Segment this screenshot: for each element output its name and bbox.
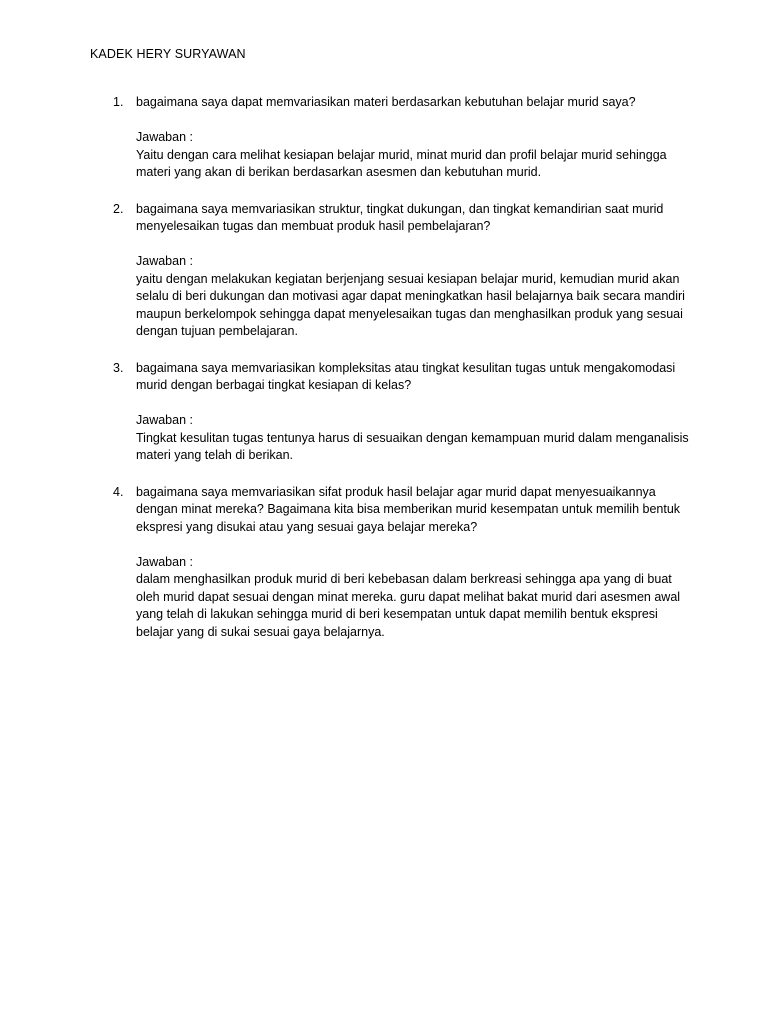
question-list bbox=[113, 94, 693, 660]
question-text: bagaimana saya memvariasikan struktur, tingkat dukungan, dan tingkat kemandirian saat murid menyelesaikan tugas dan membuat produk hasil pembelajaran? bbox=[136, 201, 664, 233]
answer-text: Yaitu dengan cara melihat kesiapan belajar murid, minat murid dan profil belajar murid sehingga materi yang akan di berikan berdasarkan asesmen dan kebutuhan murid. bbox=[136, 147, 667, 179]
question-item-3 bbox=[113, 360, 693, 465]
question-item-4 bbox=[113, 484, 693, 642]
author-name: KADEK HERY SURYAWAN bbox=[90, 47, 246, 61]
question-number: 1. bbox=[113, 95, 124, 109]
answer-text: Tingkat kesulitan tugas tentunya harus di sesuaikan dengan kemampuan murid dalam menganalisis materi yang telah di berikan. bbox=[136, 430, 689, 462]
answer-label: Jawaban : bbox=[136, 413, 193, 427]
question-number: 2. bbox=[113, 201, 124, 216]
question-number: 4. bbox=[113, 484, 124, 499]
question-text: bagaimana saya memvariasikan sifat produk hasil belajar agar murid dapat menyesuaikannya dengan minat mereka? Bagaimana kita bisa memberikan murid kesempatan untuk memilih bentuk ekspresi yang disukai atau yang sesuai gaya belajar mereka? bbox=[136, 484, 681, 534]
question-text: bagaimana saya dapat memvariasikan materi berdasarkan kebutuhan belajar murid saya? bbox=[136, 95, 636, 109]
answer-text: dalam menghasilkan produk murid di beri kebebasan dalam berkreasi sehingga apa yang di buat oleh murid dapat sesuai dengan minat mereka. guru dapat melihat bakat murid dari asesmen awal yang telah di lakukan sehingga murid di beri kesempatan untuk dapat memilih bentuk ekspresi belajar yang di sukai sesuai gaya belajarnya. bbox=[136, 572, 681, 639]
answer-text: yaitu dengan melakukan kegiatan berjenjang sesuai kesiapan belajar murid, kemudian murid akan selalu di beri dukungan dan motivasi agar dapat meningkatkan hasil belajarnya baik secara mandiri maupun berkelompok sehingga dapat menyelesaikan tugas dan menghasilkan produk yang sesuai dengan tujuan pembelajaran. bbox=[136, 271, 685, 338]
answer-label: Jawaban : bbox=[136, 554, 193, 569]
question-item-1 bbox=[113, 94, 693, 182]
answer-label: Jawaban : bbox=[136, 130, 193, 144]
question-item-2 bbox=[113, 201, 693, 341]
question-number: 3. bbox=[113, 360, 124, 375]
question-text: bagaimana saya memvariasikan kompleksitas atau tingkat kesulitan tugas untuk mengakomodasi murid dengan berbagai tingkat kesiapan di kelas? bbox=[136, 360, 676, 392]
answer-label: Jawaban : bbox=[136, 254, 193, 268]
